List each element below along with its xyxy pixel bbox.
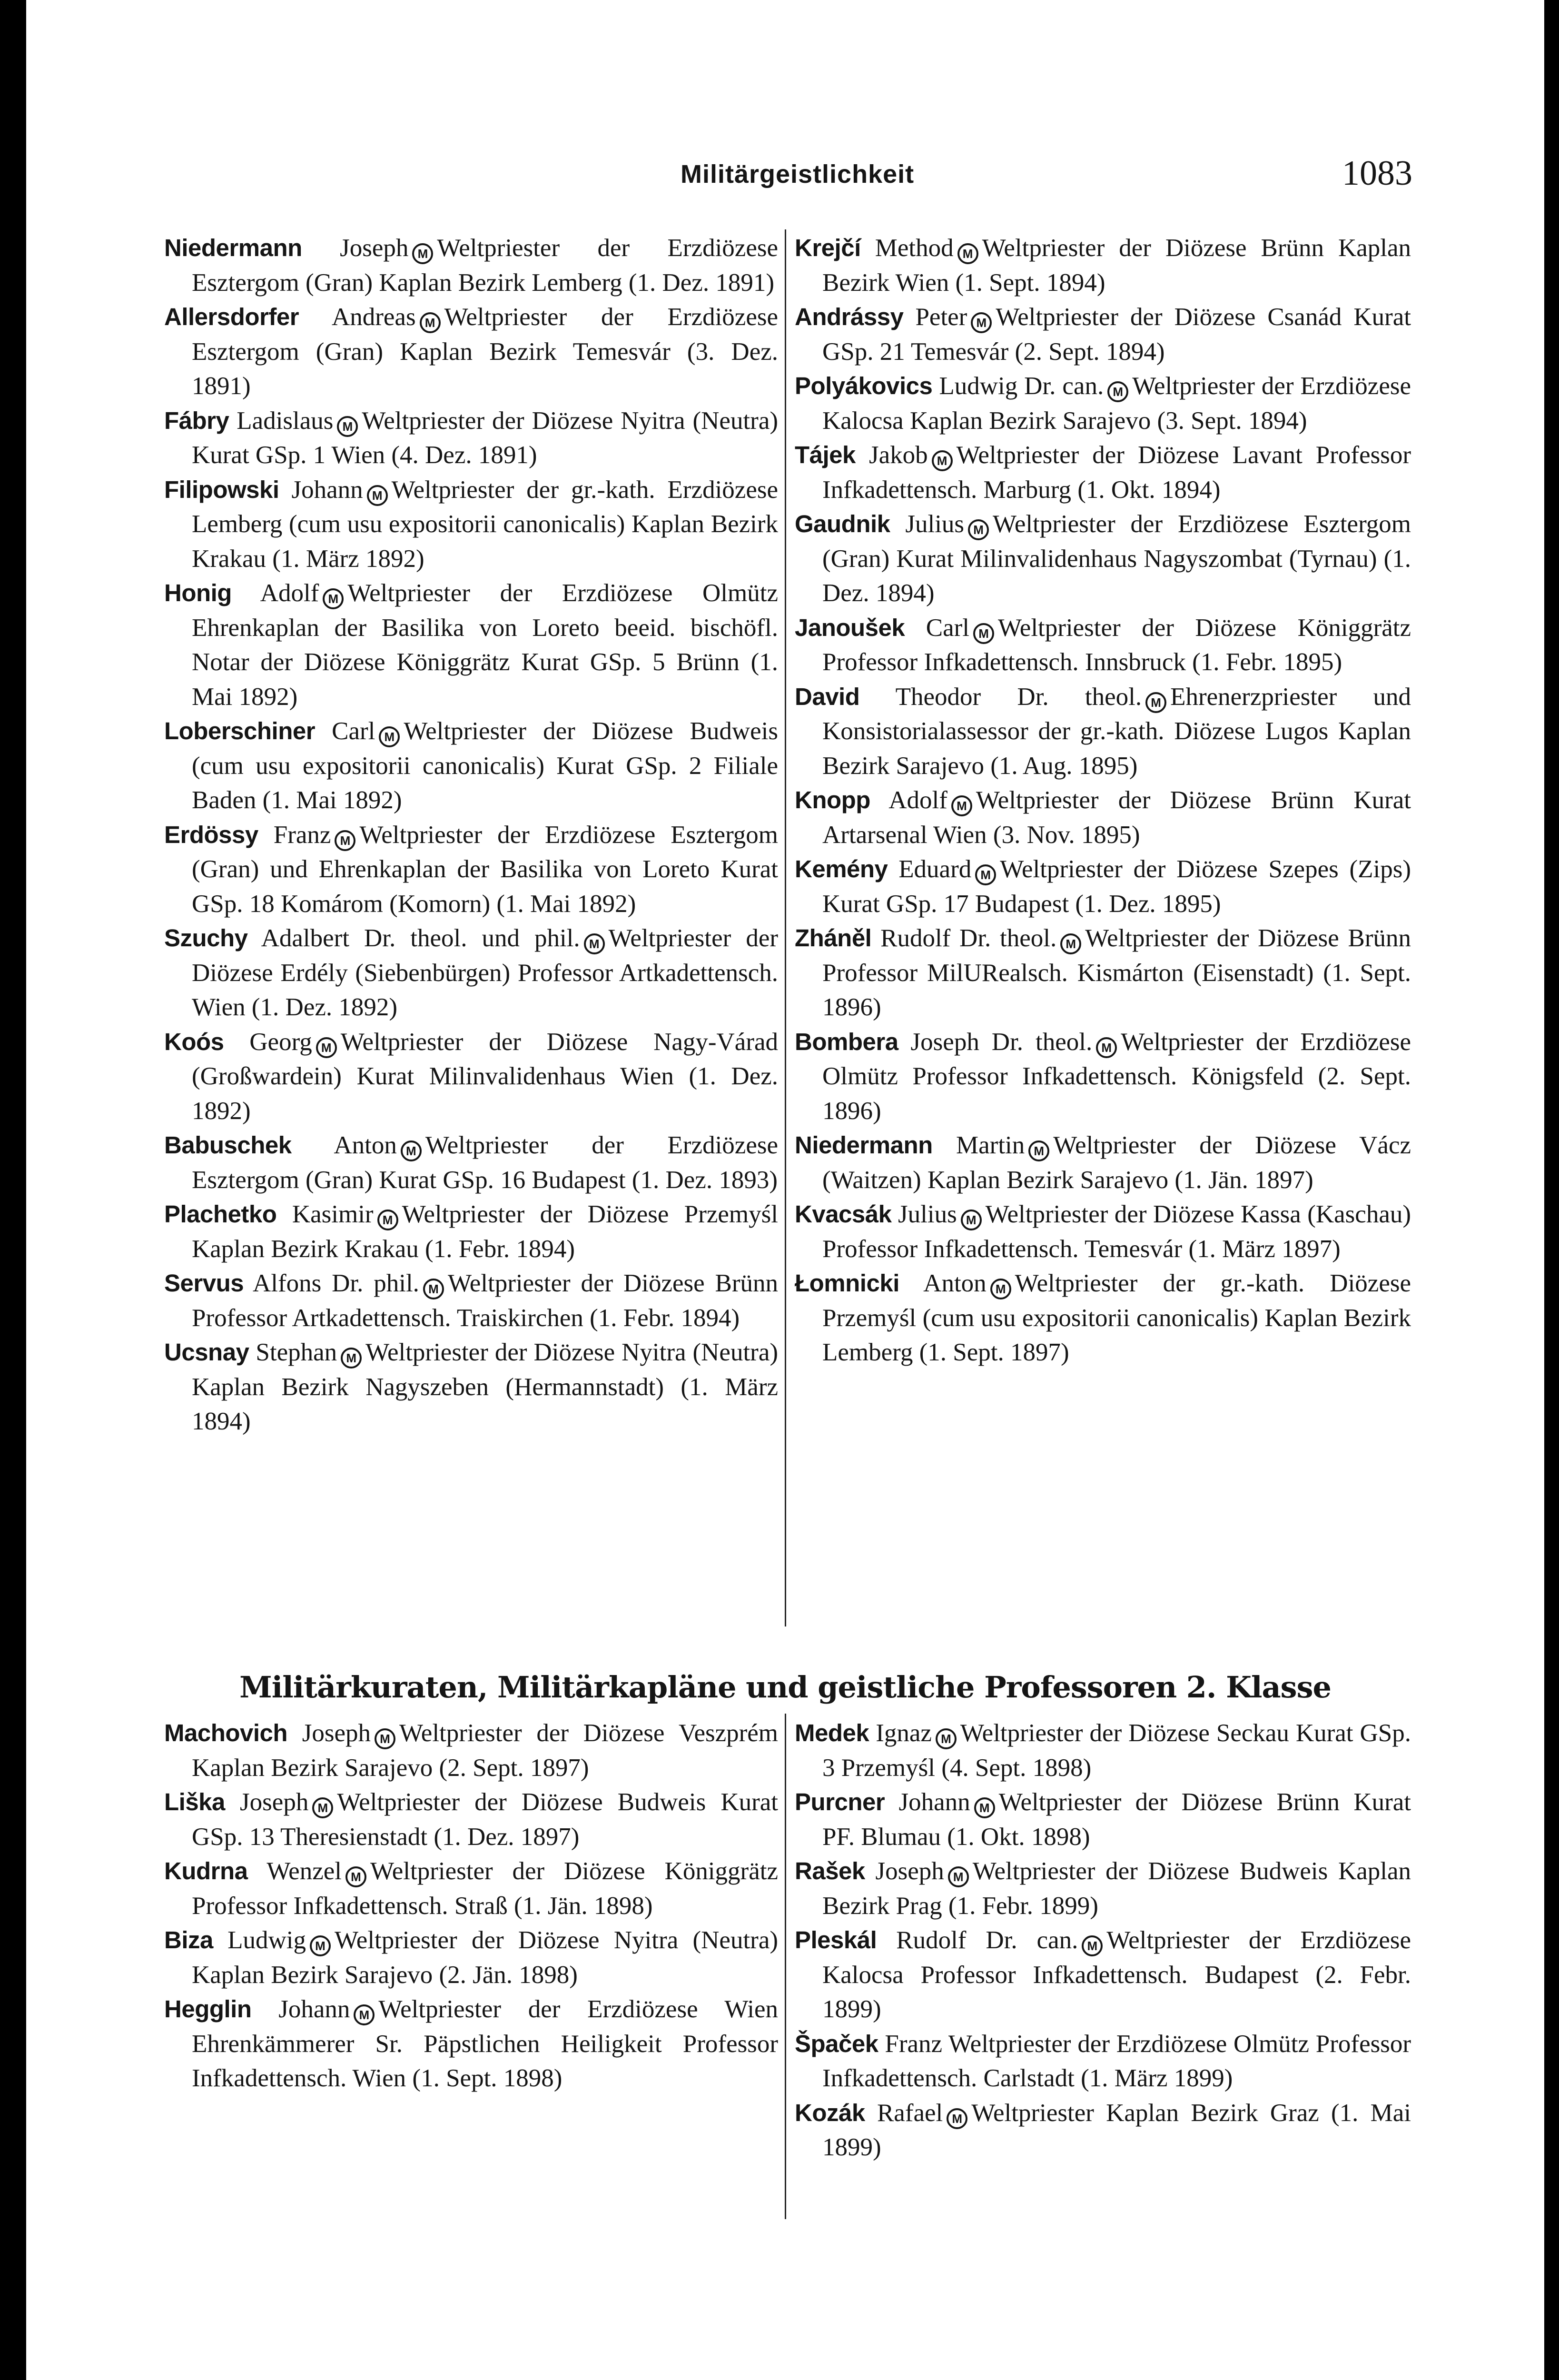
entry-surname: Machovich [164, 1719, 288, 1746]
entry-details: Weltpriester der Diözese Brünn Kurat Artarsenal Wien (3. Nov. 1895) [822, 786, 1411, 849]
register-entry [795, 300, 1411, 369]
register-entry [164, 1266, 778, 1335]
book-page [26, 0, 1544, 2380]
register-entry [795, 1128, 1411, 1197]
entry-details: Weltpriester der Erzdiözese Olmütz Ehrenkaplan der Basilika von Loreto beeid. bischöfl. Notar der Diözese Königgrätz Kurat GSp. 5 Brünn (1. Mai 1892) [192, 579, 778, 711]
entry-given-name: Johann [278, 1995, 350, 2023]
register-entry [164, 1197, 778, 1266]
military-symbol-icon: M [974, 1797, 995, 1818]
military-symbol-icon: M [936, 1728, 957, 1749]
column-right-bottom [795, 1716, 1411, 2165]
register-entry [795, 680, 1411, 783]
entry-details: Weltpriester der Diözese Csanád Kurat GSp. 21 Temesvár (2. Sept. 1894) [822, 303, 1411, 366]
register-entry [164, 818, 778, 922]
entry-details: Weltpriester der Erzdiözese Wien Ehrenkämmerer Sr. Päpstlichen Heiligkeit Professor Infkadettensch. Wien (1. Sept. 1898) [192, 1995, 779, 2092]
military-symbol-icon: M [1060, 933, 1081, 954]
register-entry [164, 1923, 778, 1992]
register-entry [164, 231, 778, 300]
register-entry [795, 1923, 1411, 2027]
military-symbol-icon: M [312, 1797, 333, 1818]
column-divider-top [785, 229, 786, 1626]
entry-given-name: Ludwig Dr. can. [939, 372, 1104, 400]
entry-given-name: Kasimir [292, 1200, 374, 1228]
entry-given-name: Carl [926, 614, 970, 642]
entry-surname: Tájek [795, 441, 856, 468]
entry-surname: Liška [164, 1788, 225, 1815]
entry-details: Weltpriester der Erzdiözese Esztergom (Gran) Kaplan Bezirk Lemberg (1. Dez. 1891) [192, 234, 779, 297]
register-entry [164, 300, 778, 404]
military-symbol-icon: M [932, 450, 953, 471]
military-symbol-icon: M [1028, 1140, 1049, 1161]
military-symbol-icon: M [1096, 1037, 1117, 1058]
entry-given-name: Rudolf Dr. theol. [880, 924, 1057, 952]
register-entry [795, 783, 1411, 852]
entry-details: Ehrenerzpriester und Konsistorialassessor der gr.-kath. Diözese Lugos Kaplan Bezirk Sarajevo (1. Aug. 1895) [822, 683, 1411, 780]
entry-details: Weltpriester der Diözese Budweis (cum usu expositorii canonicalis) Kurat GSp. 2 Filiale Baden (1. Mai 1892) [192, 717, 779, 814]
register-entry [795, 1854, 1411, 1923]
military-symbol-icon: M [1082, 1935, 1103, 1956]
entry-given-name: Adolf [888, 786, 947, 814]
entry-given-name: Stephan [256, 1339, 337, 1366]
register-entry [795, 507, 1411, 611]
entry-surname: Niedermann [795, 1131, 933, 1159]
entry-details: Weltpriester der Diözese Königgrätz Professor Infkadettensch. Innsbruck (1. Febr. 1895) [822, 614, 1411, 676]
entry-given-name: Carl [332, 717, 375, 745]
military-symbol-icon: M [316, 1037, 337, 1058]
military-symbol-icon: M [345, 1866, 366, 1887]
entry-given-name: Joseph [875, 1857, 944, 1885]
entry-given-name: Joseph [302, 1719, 371, 1747]
entry-given-name: Johann [291, 476, 363, 504]
entry-given-name: Adalbert Dr. theol. und phil. [261, 924, 580, 952]
entry-surname: Andrássy [795, 303, 904, 330]
military-symbol-icon: M [412, 243, 433, 264]
entry-surname: Erdössy [164, 821, 258, 848]
entry-given-name: Ludwig [227, 1926, 306, 1954]
entry-surname: Pleskál [795, 1926, 877, 1954]
entry-surname: Zháněl [795, 924, 872, 952]
register-entry [164, 1854, 778, 1923]
entry-details: Weltpriester der Diözese Königgrätz Professor Infkadettensch. Straß (1. Jän. 1898) [192, 1857, 778, 1920]
register-entry [164, 1025, 778, 1129]
entry-details: Weltpriester der Erzdiözese Esztergom (Gran) Kaplan Bezirk Temesvár (3. Dez. 1891) [192, 303, 778, 400]
military-symbol-icon: M [377, 1210, 398, 1230]
entry-given-name: Anton [334, 1131, 397, 1159]
register-entry [795, 921, 1411, 1025]
entry-surname: Kvacsák [795, 1200, 892, 1228]
entry-details: Weltpriester der Diözese Veszprém Kaplan Bezirk Sarajevo (2. Sept. 1897) [192, 1719, 779, 1782]
entry-details: Weltpriester der Erzdiözese Kalocsa Kaplan Bezirk Sarajevo (3. Sept. 1894) [822, 372, 1411, 435]
military-symbol-icon: M [379, 726, 400, 747]
register-entry [795, 1785, 1411, 1854]
entry-given-name: Anton [923, 1269, 987, 1297]
entry-surname: Krejčí [795, 234, 861, 261]
military-symbol-icon: M [420, 312, 441, 333]
military-symbol-icon: M [354, 2004, 375, 2025]
entry-details: Weltpriester der Diözese Brünn Kaplan Bezirk Wien (1. Sept. 1894) [822, 234, 1411, 297]
military-symbol-icon: M [990, 1279, 1011, 1299]
register-entry [795, 611, 1411, 680]
register-entry [164, 921, 778, 1025]
military-symbol-icon: M [310, 1935, 331, 1956]
entry-given-name: Franz [273, 821, 331, 849]
entry-given-name: Georg [249, 1028, 312, 1056]
military-symbol-icon: M [323, 588, 344, 609]
military-symbol-icon: M [375, 1728, 395, 1749]
entry-surname: Allersdorfer [164, 303, 299, 330]
military-symbol-icon: M [968, 519, 989, 540]
military-symbol-icon: M [975, 864, 996, 885]
military-symbol-icon: M [337, 416, 358, 437]
military-symbol-icon: M [947, 2108, 967, 2129]
entry-surname: Ucsnay [164, 1339, 249, 1366]
entry-surname: Koós [164, 1028, 224, 1055]
military-symbol-icon: M [957, 243, 978, 264]
column-left-bottom [164, 1716, 778, 2096]
entry-details: Weltpriester der Diözese Nyitra (Neutra) Kaplan Bezirk Nagyszeben (Hermannstadt) (1. März 1894) [192, 1339, 778, 1435]
register-entry [795, 1716, 1411, 1785]
entry-surname: Biza [164, 1926, 213, 1954]
entry-surname: Babuschek [164, 1131, 292, 1159]
military-symbol-icon: M [341, 1348, 362, 1368]
entry-given-name: Eduard [898, 855, 972, 883]
entry-surname: Gaudnik [795, 510, 890, 537]
entry-given-name: Jakob [868, 441, 928, 469]
military-symbol-icon: M [367, 485, 388, 506]
entry-surname: Purcner [795, 1788, 885, 1815]
entry-details: Weltpriester der Diözese Szepes (Zips) Kurat GSp. 17 Budapest (1. Dez. 1895) [822, 855, 1411, 918]
entry-given-name: Andreas [331, 303, 416, 331]
entry-given-name: Ladislaus [237, 407, 334, 435]
register-entry [164, 1716, 778, 1785]
register-entry [164, 1335, 778, 1439]
entry-given-name: Wenzel [266, 1857, 342, 1885]
entry-surname: Niedermann [164, 234, 302, 261]
register-entry [164, 1785, 778, 1854]
military-symbol-icon: M [1107, 381, 1128, 402]
military-symbol-icon: M [973, 623, 994, 644]
entry-given-name: Joseph [340, 234, 409, 262]
military-symbol-icon: M [951, 795, 972, 816]
military-symbol-icon: M [948, 1866, 969, 1887]
entry-details: Weltpriester der Diözese Kassa (Kaschau) Professor Infkadettensch. Temesvár (1. März 1897) [822, 1200, 1411, 1263]
entry-surname: Loberschiner [164, 717, 316, 744]
register-entry [164, 473, 778, 576]
entry-given-name: Martin [956, 1131, 1025, 1159]
entry-given-name: Rudolf Dr. can. [896, 1926, 1078, 1954]
entry-given-name: Ignaz [876, 1719, 932, 1747]
register-entry [795, 231, 1411, 300]
entry-given-name: Franz Weltpriester der Erzdiözese Olmütz Professor Infkadettensch. Carlstadt (1. März 1899) [822, 2030, 1411, 2092]
column-right-top [795, 231, 1411, 1370]
entry-surname: Servus [164, 1269, 244, 1297]
entry-surname: David [795, 683, 860, 710]
register-entry [164, 1128, 778, 1197]
entry-details: Weltpriester der Diözese Seckau Kurat GSp. 3 Przemyśl (4. Sept. 1898) [822, 1719, 1411, 1782]
entry-given-name: Rafael [877, 2099, 943, 2127]
register-entry [795, 1266, 1411, 1370]
entry-given-name: Alfons Dr. phil. [253, 1269, 419, 1297]
entry-details: Weltpriester der gr.-kath. Diözese Przemyśl (cum usu expositorii canonicalis) Kaplan Bezirk Lemberg (1. Sept. 1897) [822, 1269, 1411, 1366]
entry-surname: Knopp [795, 786, 870, 813]
entry-surname: Bombera [795, 1028, 898, 1055]
entry-given-name: Johann [898, 1788, 970, 1816]
entry-surname: Polyákovics [795, 372, 933, 399]
entry-surname: Łomnicki [795, 1269, 899, 1297]
military-symbol-icon: M [335, 830, 355, 851]
entry-details: Weltpriester der Diözese Brünn Professor Artkadettensch. Traiskirchen (1. Febr. 1894) [192, 1269, 778, 1332]
military-symbol-icon: M [1145, 692, 1166, 713]
column-left-top [164, 231, 778, 1439]
entry-details: Weltpriester der Erzdiözese Esztergom (Gran) und Ehrenkaplan der Basilika von Loreto Kurat GSp. 18 Komárom (Komorn) (1. Mai 1892) [192, 821, 779, 918]
entry-details: Weltpriester der Diözese Budweis Kaplan Bezirk Prag (1. Febr. 1899) [822, 1857, 1411, 1920]
entry-surname: Honig [164, 579, 232, 606]
entry-surname: Medek [795, 1719, 869, 1746]
entry-given-name: Joseph [240, 1788, 309, 1816]
entry-surname: Kemény [795, 855, 888, 883]
register-entry [795, 2096, 1411, 2165]
column-divider-bottom [785, 1714, 786, 2219]
register-entry [795, 369, 1411, 438]
entry-surname: Kozák [795, 2099, 865, 2126]
register-entry [795, 1025, 1411, 1129]
entry-surname: Filipowski [164, 476, 279, 503]
entry-surname: Plachetko [164, 1200, 277, 1228]
military-symbol-icon: M [423, 1279, 444, 1299]
entry-details: Weltpriester der Diözese Nyitra (Neutra) Kaplan Bezirk Sarajevo (2. Jän. 1898) [192, 1926, 778, 1989]
entry-given-name: Julius [898, 1200, 957, 1228]
entry-details: Weltpriester der gr.-kath. Erzdiözese Lemberg (cum usu expositorii canonicalis) Kaplan Bezirk Krakau (1. März 1892) [192, 476, 778, 573]
military-symbol-icon: M [401, 1140, 422, 1161]
entry-given-name: Peter [915, 303, 967, 331]
entry-given-name: Julius [905, 510, 965, 538]
entry-given-name: Joseph Dr. theol. [910, 1028, 1093, 1056]
entry-details: Weltpriester der Diözese Budweis Kurat GSp. 13 Theresienstadt (1. Dez. 1897) [192, 1788, 778, 1851]
entry-details: Weltpriester der Diözese Lavant Professor Infkadettensch. Marburg (1. Okt. 1894) [822, 441, 1411, 504]
entry-details: Weltpriester der Diözese Vácz (Waitzen) Kaplan Bezirk Sarajevo (1. Jän. 1897) [822, 1131, 1411, 1194]
entry-details: Weltpriester der Diözese Nagy-Várad (Großwardein) Kurat Milinvalidenhaus Wien (1. Dez. 1892) [192, 1028, 779, 1125]
entry-details: Weltpriester der Erzdiözese Esztergom (Gran) Kurat Milinvalidenhaus Nagyszombat (Tyrnau) (1. Dez. 1894) [822, 510, 1411, 607]
entry-surname: Rašek [795, 1857, 865, 1884]
military-symbol-icon: M [961, 1210, 982, 1230]
entry-details: Weltpriester der Erzdiözese Esztergom (Gran) Kurat GSp. 16 Budapest (1. Dez. 1893) [192, 1131, 779, 1194]
register-entry [164, 1992, 778, 2096]
entry-details: Weltpriester der Erzdiözese Olmütz Professor Infkadettensch. Königsfeld (2. Sept. 1896) [822, 1028, 1411, 1125]
register-entry [795, 438, 1411, 507]
register-entry [795, 1197, 1411, 1266]
military-symbol-icon: M [584, 933, 605, 954]
entry-surname: Fábry [164, 407, 229, 434]
section-heading: Militärkuraten, Militärkapläne und geistliche Professoren 2. Klasse [239, 1670, 1331, 1705]
entry-details: Weltpriester der Diözese Brünn Professor MilURealsch. Kismárton (Eisenstadt) (1. Sept. 1896) [822, 924, 1411, 1021]
entry-details: Weltpriester der Diözese Przemyśl Kaplan Bezirk Krakau (1. Febr. 1894) [192, 1200, 779, 1263]
entry-given-name: Theodor Dr. theol. [895, 683, 1142, 711]
military-symbol-icon: M [971, 312, 992, 333]
running-head: Militärgeistlichkeit [681, 160, 915, 188]
register-entry [164, 714, 778, 818]
register-entry [795, 2027, 1411, 2096]
entry-surname: Szuchy [164, 924, 248, 952]
entry-surname: Špaček [795, 2030, 878, 2057]
entry-surname: Hegglin [164, 1995, 252, 2023]
register-entry [164, 404, 778, 473]
entry-details: Weltpriester der Erzdiözese Kalocsa Professor Infkadettensch. Budapest (2. Febr. 1899) [822, 1926, 1411, 2023]
register-entry [795, 852, 1411, 921]
entry-details: Weltpriester der Diözese Erdély (Siebenbürgen) Professor Artkadettensch. Wien (1. Dez. 1892) [192, 924, 778, 1021]
page-number: 1083 [1342, 154, 1412, 193]
entry-details: Weltpriester der Diözese Nyitra (Neutra) Kurat GSp. 1 Wien (4. Dez. 1891) [192, 407, 778, 469]
entry-surname: Kudrna [164, 1857, 248, 1884]
entry-surname: Janoušek [795, 614, 905, 641]
entry-given-name: Method [875, 234, 954, 262]
entry-details: Weltpriester Kaplan Bezirk Graz (1. Mai 1899) [822, 2099, 1411, 2161]
entry-details: Weltpriester der Diözese Brünn Kurat PF. Blumau (1. Okt. 1898) [822, 1788, 1411, 1851]
register-entry [164, 576, 778, 714]
entry-given-name: Adolf [260, 579, 319, 607]
